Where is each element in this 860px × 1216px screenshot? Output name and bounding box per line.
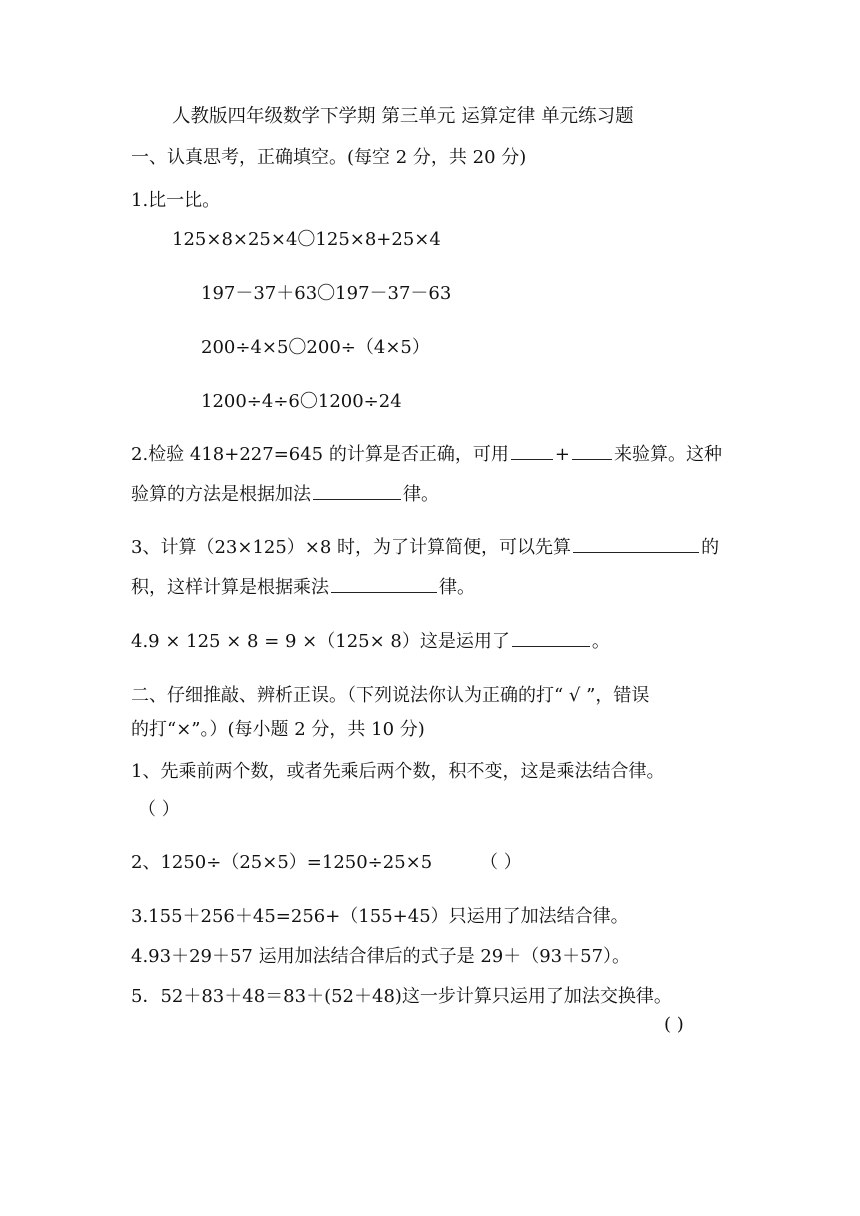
q3-blank-2 bbox=[331, 591, 437, 593]
q2-plus: + bbox=[554, 444, 570, 465]
q3-text-d: 律。 bbox=[439, 577, 475, 598]
q3-text-b: 的 bbox=[701, 537, 720, 558]
q3-line-2 bbox=[131, 579, 475, 597]
s2-item-5-answer-paren[interactable]: ( ) bbox=[664, 1014, 684, 1035]
q4-text-a: 4.9 × 125 × 8 = 9 ×（125× 8）这是运用了 bbox=[131, 631, 510, 652]
s2-item-1-answer-paren[interactable]: （ ） bbox=[138, 799, 180, 820]
q2-text-b: 来验算。这种 bbox=[613, 444, 722, 465]
q3-text-c: 积，这样计算是根据乘法 bbox=[131, 577, 329, 598]
s2-item-1: 1、先乘前两个数，或者先乘后两个数，积不变，这是乘法结合律。 bbox=[131, 761, 665, 782]
section2-header-line-2: 的打“×”。）(每小题 2 分，共 10 分) bbox=[131, 719, 425, 740]
q3-text-a: 3、计算（23×125）×8 时，为了计算简便，可以先算 bbox=[131, 537, 572, 558]
s2-item-5: 5．52＋83＋48＝83＋(52＋48)这一步计算只运用了加法交换律。 bbox=[131, 986, 672, 1007]
q1-row-3: 200÷4×5〇200÷（4×5） bbox=[201, 337, 430, 358]
q1-row-2: 197－37＋63〇197－37－63 bbox=[201, 283, 452, 304]
s2-item-4: 4.93＋29＋57 运用加法结合律后的式子是 29＋（93＋57）。 bbox=[131, 946, 631, 967]
page-title: 人教版四年级数学下学期 第三单元 运算定律 单元练习题 bbox=[172, 106, 634, 127]
q2-text-a: 2.检验 418+227=645 的计算是否正确，可用 bbox=[131, 444, 509, 465]
q3-blank-1 bbox=[573, 551, 699, 553]
q1-row-1: 125×8×25×4〇125×8+25×4 bbox=[172, 229, 441, 250]
section1-header: 一、认真思考，正确填空。(每空 2 分，共 20 分) bbox=[131, 147, 527, 168]
q2-blank-2 bbox=[572, 458, 612, 460]
q3-line-1 bbox=[131, 539, 719, 557]
q2-blank-1 bbox=[511, 458, 553, 460]
q4-line bbox=[131, 633, 610, 651]
q4-blank bbox=[512, 645, 590, 647]
section2-header-line-1: 二、仔细推敲、辨析正误。（下列说法你认为正确的打“ √ ”，错误 bbox=[131, 685, 650, 706]
s2-item-3: 3.155＋256＋45=256+（155+45）只运用了加法结合律。 bbox=[131, 906, 629, 927]
q1-label: 1.比一比。 bbox=[131, 190, 221, 211]
q1-row-4: 1200÷4÷6〇1200÷24 bbox=[201, 391, 402, 412]
q2-line-1 bbox=[131, 446, 722, 464]
q2-text-c: 验算的方法是根据加法 bbox=[131, 484, 311, 505]
s2-item-2-answer-paren[interactable]: （ ） bbox=[480, 852, 522, 873]
q2-blank-3 bbox=[313, 498, 401, 500]
q2-text-d: 律。 bbox=[403, 484, 439, 505]
q2-line-2 bbox=[131, 486, 439, 504]
s2-item-2: 2、1250÷（25×5）=1250÷25×5 bbox=[131, 852, 433, 873]
q4-text-b: 。 bbox=[591, 631, 610, 652]
